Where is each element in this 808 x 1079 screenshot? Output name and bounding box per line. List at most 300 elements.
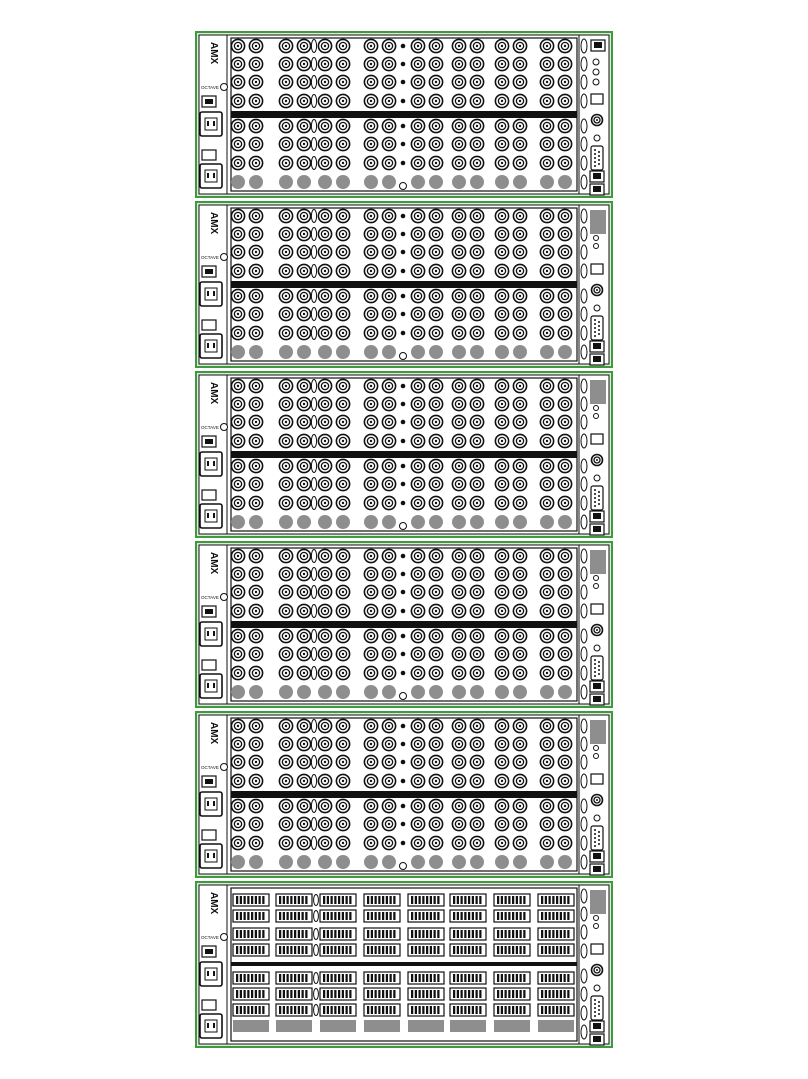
blank-port-icon xyxy=(249,685,263,699)
rj45-port-icon xyxy=(591,40,605,51)
bnc-connector-icon xyxy=(452,737,465,750)
bnc-connector-icon xyxy=(297,264,310,277)
oval-slot-icon xyxy=(311,210,316,223)
bnc-connector-icon xyxy=(452,799,465,812)
blank-port-icon xyxy=(470,685,484,699)
bnc-connector-icon xyxy=(558,647,571,660)
terminal-block-icon xyxy=(320,894,356,906)
bnc-connector-icon xyxy=(249,477,262,490)
bnc-connector-icon xyxy=(411,719,424,732)
oval-slot-icon xyxy=(581,434,587,448)
blank-port-icon xyxy=(558,855,572,869)
bnc-connector-icon xyxy=(470,227,483,240)
bnc-connector-icon xyxy=(382,75,395,88)
indicator-icon xyxy=(594,985,600,991)
terminal-block-icon xyxy=(233,928,269,940)
bnc-connector-icon xyxy=(411,604,424,617)
bank-divider xyxy=(231,111,577,118)
blank-port-icon xyxy=(411,175,425,189)
power-inlet-icon xyxy=(200,282,222,306)
center-dot-icon xyxy=(401,420,406,425)
bnc-connector-icon xyxy=(279,459,292,472)
bnc-connector-icon xyxy=(513,799,526,812)
bnc-connector-icon xyxy=(495,719,508,732)
bnc-connector-icon xyxy=(558,774,571,787)
oval-slot-icon xyxy=(311,605,316,618)
bnc-connector-icon xyxy=(429,737,442,750)
bnc-connector-icon xyxy=(231,477,244,490)
oval-slot-icon xyxy=(311,478,316,491)
bnc-connector-icon xyxy=(513,307,526,320)
bnc-connector-icon xyxy=(411,836,424,849)
oval-slot-icon xyxy=(581,567,587,581)
bnc-connector-icon xyxy=(231,817,244,830)
bnc-connector-icon xyxy=(318,94,331,107)
terminal-block-icon xyxy=(233,988,269,1000)
bnc-connector-icon xyxy=(452,774,465,787)
power-inlet-icon xyxy=(200,1014,222,1038)
oval-slot-icon xyxy=(581,855,587,869)
terminal-block-icon xyxy=(276,944,312,956)
blank-port-icon xyxy=(336,855,350,869)
bnc-connector-icon xyxy=(318,379,331,392)
bnc-connector-icon xyxy=(470,434,483,447)
bnc-connector-icon xyxy=(297,227,310,240)
bnc-connector-icon xyxy=(382,397,395,410)
blank-port-icon xyxy=(249,175,263,189)
bnc-connector-icon xyxy=(336,477,349,490)
bnc-connector-icon xyxy=(429,227,442,240)
bnc-connector-icon xyxy=(429,666,442,679)
bnc-connector-icon xyxy=(429,397,442,410)
center-dot-icon xyxy=(401,269,406,274)
oval-slot-icon xyxy=(311,435,316,448)
bnc-connector-icon xyxy=(382,326,395,339)
oval-slot-icon xyxy=(581,666,587,680)
center-dot-icon xyxy=(401,822,406,827)
bnc-connector-icon xyxy=(558,719,571,732)
bnc-connector-icon xyxy=(231,666,244,679)
bnc-connector-icon xyxy=(592,455,603,466)
bnc-connector-icon xyxy=(411,94,424,107)
bnc-connector-icon xyxy=(231,629,244,642)
bnc-connector-icon xyxy=(540,94,553,107)
bnc-connector-icon xyxy=(540,737,553,750)
center-dot-icon xyxy=(401,572,406,577)
bank-divider xyxy=(231,962,577,966)
indicator-icon xyxy=(594,236,599,241)
bnc-connector-icon xyxy=(540,585,553,598)
bnc-connector-icon xyxy=(495,245,508,258)
oval-slot-icon xyxy=(581,156,587,170)
bnc-connector-icon xyxy=(249,774,262,787)
power-inlet-icon xyxy=(200,622,222,646)
bnc-connector-icon xyxy=(249,719,262,732)
bnc-connector-icon xyxy=(452,817,465,830)
bnc-connector-icon xyxy=(411,496,424,509)
center-dot-icon xyxy=(401,671,406,676)
bnc-connector-icon xyxy=(297,817,310,830)
bnc-connector-icon xyxy=(558,119,571,132)
terminal-block-icon xyxy=(450,972,486,984)
terminal-block-icon xyxy=(233,1004,269,1016)
bnc-connector-icon xyxy=(411,567,424,580)
oval-slot-icon xyxy=(314,911,319,922)
blank-port-icon xyxy=(279,515,293,529)
power-switch-icon xyxy=(202,1000,216,1010)
bnc-connector-icon xyxy=(411,477,424,490)
bnc-connector-icon xyxy=(513,264,526,277)
blank-port-icon xyxy=(513,855,527,869)
bnc-connector-icon xyxy=(513,434,526,447)
bnc-connector-icon xyxy=(452,94,465,107)
bnc-connector-icon xyxy=(318,39,331,52)
bnc-connector-icon xyxy=(495,264,508,277)
bnc-connector-icon xyxy=(470,737,483,750)
oval-slot-icon xyxy=(311,550,316,563)
bnc-connector-icon xyxy=(231,567,244,580)
blank-port-icon xyxy=(297,175,311,189)
bnc-connector-icon xyxy=(540,774,553,787)
bnc-connector-icon xyxy=(429,477,442,490)
bnc-connector-icon xyxy=(382,799,395,812)
bnc-connector-icon xyxy=(452,434,465,447)
bnc-connector-icon xyxy=(495,227,508,240)
bnc-connector-icon xyxy=(558,264,571,277)
bnc-connector-icon xyxy=(470,585,483,598)
bnc-connector-icon xyxy=(452,75,465,88)
bnc-connector-icon xyxy=(249,57,262,70)
oval-slot-icon xyxy=(311,800,316,813)
bnc-connector-icon xyxy=(231,459,244,472)
bnc-connector-icon xyxy=(452,549,465,562)
center-dot-icon xyxy=(401,804,406,809)
bnc-connector-icon xyxy=(429,209,442,222)
bnc-connector-icon xyxy=(429,567,442,580)
indicator-icon xyxy=(594,135,600,141)
bnc-connector-icon xyxy=(411,774,424,787)
blank-port-icon xyxy=(320,1020,356,1032)
blank-port-icon xyxy=(364,345,378,359)
terminal-block-icon xyxy=(450,1004,486,1016)
bnc-connector-icon xyxy=(452,629,465,642)
bnc-connector-icon xyxy=(558,666,571,679)
bnc-connector-icon xyxy=(513,737,526,750)
power-inlet-icon xyxy=(200,674,222,698)
center-dot-icon xyxy=(401,161,406,166)
bnc-connector-icon xyxy=(336,755,349,768)
chassis-4 xyxy=(196,542,612,707)
amx-logo: AMX xyxy=(208,42,219,65)
center-dot-icon xyxy=(401,554,406,559)
bnc-connector-icon xyxy=(336,817,349,830)
bnc-connector-icon xyxy=(411,75,424,88)
bnc-connector-icon xyxy=(336,245,349,258)
bnc-connector-icon xyxy=(558,629,571,642)
bnc-connector-icon xyxy=(429,817,442,830)
bnc-connector-icon xyxy=(364,666,377,679)
oval-slot-icon xyxy=(581,379,587,393)
bnc-connector-icon xyxy=(495,307,508,320)
blank-port-icon xyxy=(495,515,509,529)
center-dot-icon xyxy=(401,62,406,67)
bnc-connector-icon xyxy=(540,496,553,509)
bnc-connector-icon xyxy=(279,57,292,70)
bnc-connector-icon xyxy=(558,397,571,410)
oval-slot-icon xyxy=(581,496,587,510)
bank-divider xyxy=(231,791,577,798)
bnc-connector-icon xyxy=(452,496,465,509)
bnc-connector-icon xyxy=(382,57,395,70)
usb-port-icon xyxy=(591,434,603,444)
bnc-connector-icon xyxy=(364,289,377,302)
chassis-2 xyxy=(196,202,612,367)
bnc-connector-icon xyxy=(279,39,292,52)
bnc-connector-icon xyxy=(318,209,331,222)
bnc-connector-icon xyxy=(231,94,244,107)
bnc-connector-icon xyxy=(470,604,483,617)
model-label: OCTAVE xyxy=(201,255,219,260)
bnc-connector-icon xyxy=(318,307,331,320)
bnc-connector-icon xyxy=(382,264,395,277)
center-dot-icon xyxy=(401,214,406,219)
bnc-connector-icon xyxy=(513,719,526,732)
bnc-connector-icon xyxy=(297,94,310,107)
blank-port-icon xyxy=(558,515,572,529)
bnc-connector-icon xyxy=(411,326,424,339)
status-led-icon xyxy=(221,254,228,261)
blank-port-icon xyxy=(249,855,263,869)
bnc-connector-icon xyxy=(249,209,262,222)
blank-port-icon xyxy=(318,855,332,869)
bank-divider xyxy=(231,281,577,288)
bnc-connector-icon xyxy=(540,156,553,169)
bnc-connector-icon xyxy=(558,817,571,830)
bnc-connector-icon xyxy=(411,57,424,70)
bnc-connector-icon xyxy=(249,836,262,849)
blank-port-icon xyxy=(513,175,527,189)
oval-slot-icon xyxy=(581,774,587,788)
oval-slot-icon xyxy=(311,756,316,769)
bnc-connector-icon xyxy=(411,227,424,240)
bnc-connector-icon xyxy=(540,379,553,392)
center-dot-icon xyxy=(401,652,406,657)
terminal-block-icon xyxy=(450,988,486,1000)
bnc-connector-icon xyxy=(318,434,331,447)
bnc-connector-icon xyxy=(318,567,331,580)
bnc-connector-icon xyxy=(336,57,349,70)
indicator-icon xyxy=(594,576,599,581)
blank-port-icon xyxy=(297,345,311,359)
blank-port-icon xyxy=(540,855,554,869)
bnc-connector-icon xyxy=(513,39,526,52)
bnc-connector-icon xyxy=(231,119,244,132)
blank-port-icon xyxy=(279,685,293,699)
blank-port-icon xyxy=(382,175,396,189)
terminal-block-icon xyxy=(450,910,486,922)
bnc-connector-icon xyxy=(364,647,377,660)
bnc-connector-icon xyxy=(318,227,331,240)
bnc-connector-icon xyxy=(336,737,349,750)
power-switch-icon xyxy=(202,320,216,330)
oval-slot-icon xyxy=(311,380,316,393)
bank-divider xyxy=(231,451,577,458)
bnc-connector-icon xyxy=(364,629,377,642)
bnc-connector-icon xyxy=(540,57,553,70)
bnc-connector-icon xyxy=(249,156,262,169)
bnc-connector-icon xyxy=(513,585,526,598)
bnc-connector-icon xyxy=(411,434,424,447)
bnc-connector-icon xyxy=(364,156,377,169)
power-inlet-icon xyxy=(200,112,222,136)
bnc-connector-icon xyxy=(429,585,442,598)
bnc-connector-icon xyxy=(249,326,262,339)
rj45-port-icon xyxy=(590,864,604,875)
bnc-connector-icon xyxy=(558,415,571,428)
bnc-connector-icon xyxy=(231,496,244,509)
bnc-connector-icon xyxy=(513,774,526,787)
blank-port-icon xyxy=(470,345,484,359)
terminal-block-icon xyxy=(450,894,486,906)
blank-panel-icon xyxy=(590,550,606,574)
blank-port-icon xyxy=(318,175,332,189)
bnc-connector-icon xyxy=(336,209,349,222)
bnc-connector-icon xyxy=(429,799,442,812)
bnc-connector-icon xyxy=(558,604,571,617)
oval-slot-icon xyxy=(581,647,587,661)
bnc-connector-icon xyxy=(429,496,442,509)
oval-slot-icon xyxy=(581,817,587,831)
bnc-connector-icon xyxy=(558,289,571,302)
model-label: OCTAVE xyxy=(201,595,219,600)
blank-port-icon xyxy=(540,345,554,359)
bnc-connector-icon xyxy=(297,585,310,598)
bnc-connector-icon xyxy=(540,326,553,339)
bnc-connector-icon xyxy=(452,245,465,258)
blank-port-icon xyxy=(233,1020,269,1032)
bnc-connector-icon xyxy=(411,585,424,598)
power-inlet-icon xyxy=(200,334,222,358)
center-dot-icon xyxy=(401,724,406,729)
bnc-connector-icon xyxy=(558,496,571,509)
bnc-connector-icon xyxy=(558,799,571,812)
bnc-connector-icon xyxy=(297,604,310,617)
bnc-connector-icon xyxy=(513,289,526,302)
bnc-connector-icon xyxy=(382,227,395,240)
bnc-connector-icon xyxy=(429,629,442,642)
bnc-connector-icon xyxy=(452,227,465,240)
bnc-connector-icon xyxy=(592,795,603,806)
usb-port-icon xyxy=(591,94,603,104)
bnc-connector-icon xyxy=(336,156,349,169)
terminal-block-icon xyxy=(320,944,356,956)
bnc-connector-icon xyxy=(364,549,377,562)
bnc-connector-icon xyxy=(249,666,262,679)
center-dot-icon xyxy=(401,384,406,389)
center-dot-icon xyxy=(401,464,406,469)
bnc-connector-icon xyxy=(495,666,508,679)
bnc-connector-icon xyxy=(318,755,331,768)
oval-slot-icon xyxy=(311,76,316,89)
indicator-icon xyxy=(594,584,599,589)
bnc-connector-icon xyxy=(279,496,292,509)
bnc-connector-icon xyxy=(429,57,442,70)
oval-slot-icon xyxy=(581,245,587,259)
bnc-connector-icon xyxy=(318,75,331,88)
bnc-connector-icon xyxy=(297,549,310,562)
bnc-connector-icon xyxy=(411,459,424,472)
blank-port-icon xyxy=(279,345,293,359)
io-panel xyxy=(231,208,577,361)
bnc-connector-icon xyxy=(540,755,553,768)
bnc-connector-icon xyxy=(318,459,331,472)
bnc-connector-icon xyxy=(364,774,377,787)
bnc-connector-icon xyxy=(249,496,262,509)
bnc-connector-icon xyxy=(318,774,331,787)
bnc-connector-icon xyxy=(364,75,377,88)
bnc-connector-icon xyxy=(364,567,377,580)
blank-panel-icon xyxy=(590,890,606,914)
bnc-connector-icon xyxy=(495,289,508,302)
blank-port-icon xyxy=(513,685,527,699)
blank-port-icon xyxy=(452,345,466,359)
bnc-connector-icon xyxy=(279,799,292,812)
terminal-block-icon xyxy=(538,1004,574,1016)
bnc-connector-icon xyxy=(297,629,310,642)
bnc-connector-icon xyxy=(279,755,292,768)
bnc-connector-icon xyxy=(249,379,262,392)
db9-serial-icon xyxy=(591,996,603,1020)
center-dot-icon xyxy=(401,312,406,317)
indicator-icon xyxy=(594,746,599,751)
bnc-connector-icon xyxy=(495,737,508,750)
bnc-connector-icon xyxy=(540,477,553,490)
blank-port-icon xyxy=(429,515,443,529)
bnc-connector-icon xyxy=(382,434,395,447)
oval-slot-icon xyxy=(581,459,587,473)
oval-slot-icon xyxy=(311,775,316,788)
bnc-connector-icon xyxy=(279,209,292,222)
rj45-port-icon xyxy=(590,694,604,705)
bnc-connector-icon xyxy=(540,434,553,447)
bnc-connector-icon xyxy=(297,156,310,169)
bnc-connector-icon xyxy=(297,57,310,70)
bnc-connector-icon xyxy=(364,836,377,849)
power-inlet-icon xyxy=(200,962,222,986)
oval-slot-icon xyxy=(311,40,316,53)
bnc-connector-icon xyxy=(513,647,526,660)
blank-port-icon xyxy=(452,515,466,529)
bnc-connector-icon xyxy=(495,836,508,849)
oval-slot-icon xyxy=(581,175,587,189)
bnc-connector-icon xyxy=(231,379,244,392)
bnc-connector-icon xyxy=(495,567,508,580)
bnc-connector-icon xyxy=(513,379,526,392)
bnc-connector-icon xyxy=(279,75,292,88)
bnc-connector-icon xyxy=(297,289,310,302)
bnc-connector-icon xyxy=(411,209,424,222)
bnc-connector-icon xyxy=(452,604,465,617)
bnc-connector-icon xyxy=(364,585,377,598)
bnc-connector-icon xyxy=(411,397,424,410)
bnc-connector-icon xyxy=(336,434,349,447)
bnc-connector-icon xyxy=(297,719,310,732)
bnc-connector-icon xyxy=(297,647,310,660)
bnc-connector-icon xyxy=(231,137,244,150)
bnc-connector-icon xyxy=(452,379,465,392)
bnc-connector-icon xyxy=(513,567,526,580)
bnc-connector-icon xyxy=(452,156,465,169)
